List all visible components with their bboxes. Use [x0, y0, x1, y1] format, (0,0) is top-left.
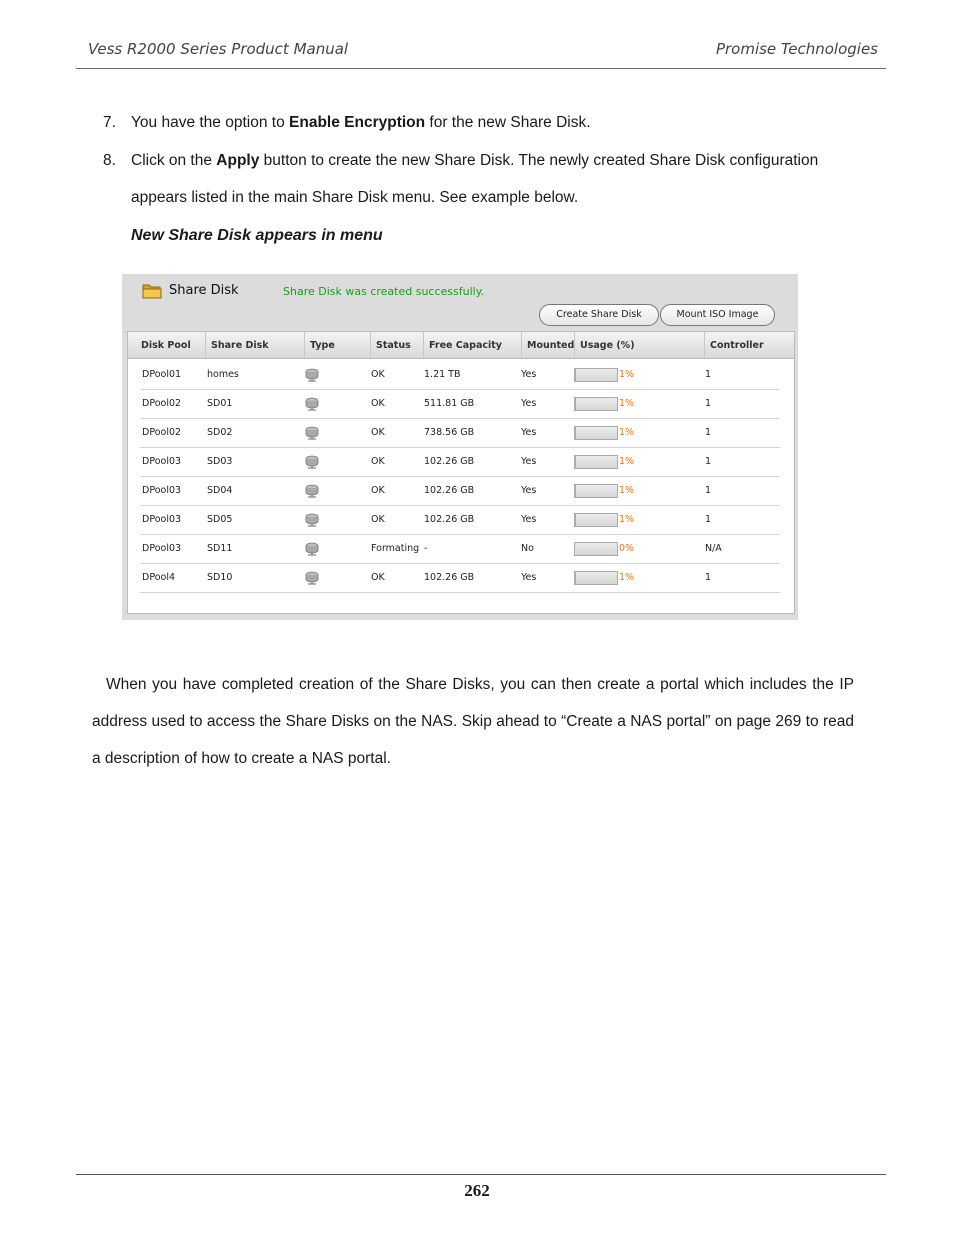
usage-bar — [574, 426, 618, 440]
cell-free-capacity: - — [424, 543, 428, 554]
usage-percent: 1% — [619, 369, 635, 380]
column-header-type[interactable]: Type — [304, 332, 370, 358]
table-row[interactable] — [140, 563, 780, 593]
usage-bar — [574, 397, 618, 411]
table-row[interactable] — [140, 476, 780, 506]
cell-status: OK — [371, 456, 385, 467]
cell-disk-pool: DPool02 — [142, 398, 182, 409]
cell-share-disk: SD03 — [207, 456, 233, 467]
cell-disk-pool: DPool03 — [142, 456, 182, 467]
column-header-mounted[interactable]: Mounted — [521, 332, 574, 358]
step-bold: Enable Encryption — [289, 114, 426, 131]
column-header-disk-pool[interactable]: Disk Pool — [141, 340, 191, 351]
page-number: 262 — [464, 1181, 490, 1200]
table-row[interactable] — [140, 447, 780, 477]
usage-percent: 1% — [619, 398, 635, 409]
cell-status: OK — [371, 398, 385, 409]
panel-title: Share Disk — [169, 283, 239, 298]
cell-status: OK — [371, 369, 385, 380]
step-number: 7. — [103, 114, 116, 131]
cell-free-capacity: 102.26 GB — [424, 514, 475, 525]
cell-controller: 1 — [705, 514, 712, 525]
table-row[interactable] — [140, 389, 780, 419]
cell-free-capacity: 1.21 TB — [424, 369, 461, 380]
cell-mounted: Yes — [521, 572, 537, 583]
cell-free-capacity: 102.26 GB — [424, 485, 475, 496]
usage-percent: 1% — [619, 514, 635, 525]
cell-disk-pool: DPool4 — [142, 572, 176, 583]
usage-percent: 1% — [619, 572, 635, 583]
cell-share-disk: SD05 — [207, 514, 233, 525]
header-manual-title: Vess R2000 Series Product Manual — [88, 40, 349, 58]
usage-percent: 1% — [619, 485, 635, 496]
column-header-usage[interactable]: Usage (%) — [574, 332, 704, 358]
share-disk-panel — [122, 274, 798, 620]
share-disk-icon — [304, 397, 320, 411]
page-header — [76, 40, 886, 69]
usage-bar — [574, 513, 618, 527]
usage-bar — [574, 571, 618, 585]
table-row[interactable] — [140, 505, 780, 535]
usage-percent: 1% — [619, 456, 635, 467]
mount-iso-image-button[interactable]: Mount ISO Image — [660, 304, 775, 326]
usage-bar — [574, 542, 618, 556]
column-header-free-capacity[interactable]: Free Capacity — [423, 332, 521, 358]
step-8-continuation: appears listed in the main Share Disk menu. See example below. — [131, 189, 579, 206]
folder-icon — [142, 282, 162, 299]
cell-controller: 1 — [705, 572, 712, 583]
usage-bar — [574, 368, 618, 382]
cell-controller: 1 — [705, 369, 712, 380]
cell-controller: 1 — [705, 456, 712, 467]
share-disk-icon — [304, 484, 320, 498]
cell-share-disk: SD02 — [207, 427, 233, 438]
column-header-controller[interactable]: Controller — [704, 332, 794, 358]
share-disk-icon — [304, 513, 320, 527]
share-disk-icon — [304, 368, 320, 382]
cell-disk-pool: DPool03 — [142, 543, 182, 554]
figure-caption: New Share Disk appears in menu — [131, 227, 383, 244]
cell-disk-pool: DPool03 — [142, 514, 182, 525]
share-disk-icon — [304, 455, 320, 469]
cell-status: OK — [371, 514, 385, 525]
step-text: button to create the new Share Disk. The newly created Share Disk configuration — [259, 152, 819, 169]
cell-share-disk: homes — [207, 369, 239, 380]
step-text: Click on the — [131, 152, 217, 169]
success-message: Share Disk was created successfully. — [283, 285, 485, 298]
step-number: 8. — [103, 152, 116, 169]
column-header-status[interactable]: Status — [370, 332, 423, 358]
share-disk-table — [127, 331, 795, 614]
cell-share-disk: SD04 — [207, 485, 233, 496]
cell-mounted: Yes — [521, 485, 537, 496]
cell-share-disk: SD10 — [207, 572, 233, 583]
cell-mounted: Yes — [521, 398, 537, 409]
column-header-share-disk[interactable]: Share Disk — [205, 332, 304, 358]
cell-controller: 1 — [705, 398, 712, 409]
create-share-disk-button[interactable]: Create Share Disk — [539, 304, 659, 326]
step-bold: Apply — [216, 152, 260, 169]
step-8 — [103, 152, 818, 170]
cell-share-disk: SD01 — [207, 398, 233, 409]
cell-free-capacity: 102.26 GB — [424, 572, 475, 583]
paragraph-line-1: When you have completed creation of the Share Disks, you can then create a portal which includes the IP — [106, 676, 854, 693]
cell-controller: N/A — [705, 543, 722, 554]
paragraph-line-2: address used to access the Share Disks on the NAS. Skip ahead to “Create a NAS portal” on page 269 to read — [92, 713, 854, 730]
step-text: You have the option to — [131, 114, 290, 131]
share-disk-icon — [304, 542, 320, 556]
cell-disk-pool: DPool01 — [142, 369, 182, 380]
cell-mounted: Yes — [521, 456, 537, 467]
cell-controller: 1 — [705, 427, 712, 438]
step-7 — [103, 114, 591, 132]
table-row[interactable] — [140, 360, 780, 390]
step-text: for the new Share Disk. — [425, 114, 591, 131]
usage-bar — [574, 484, 618, 498]
cell-disk-pool: DPool02 — [142, 427, 182, 438]
cell-status: OK — [371, 572, 385, 583]
header-company: Promise Technologies — [715, 40, 878, 58]
cell-mounted: Yes — [521, 369, 537, 380]
cell-mounted: No — [521, 543, 534, 554]
share-disk-icon — [304, 426, 320, 440]
share-disk-icon — [304, 571, 320, 585]
usage-percent: 1% — [619, 427, 635, 438]
usage-bar — [574, 455, 618, 469]
usage-percent: 0% — [619, 543, 635, 554]
cell-mounted: Yes — [521, 514, 537, 525]
table-row[interactable] — [140, 534, 780, 564]
cell-mounted: Yes — [521, 427, 537, 438]
cell-disk-pool: DPool03 — [142, 485, 182, 496]
cell-controller: 1 — [705, 485, 712, 496]
cell-free-capacity: 738.56 GB — [424, 427, 475, 438]
table-header — [128, 332, 794, 359]
cell-status: Formating — [371, 543, 420, 554]
cell-share-disk: SD11 — [207, 543, 233, 554]
table-row[interactable] — [140, 418, 780, 448]
cell-free-capacity: 102.26 GB — [424, 456, 475, 467]
footer-divider — [76, 1174, 886, 1175]
cell-status: OK — [371, 485, 385, 496]
cell-free-capacity: 511.81 GB — [424, 398, 475, 409]
paragraph-line-3: a description of how to create a NAS portal. — [92, 750, 391, 767]
cell-status: OK — [371, 427, 385, 438]
